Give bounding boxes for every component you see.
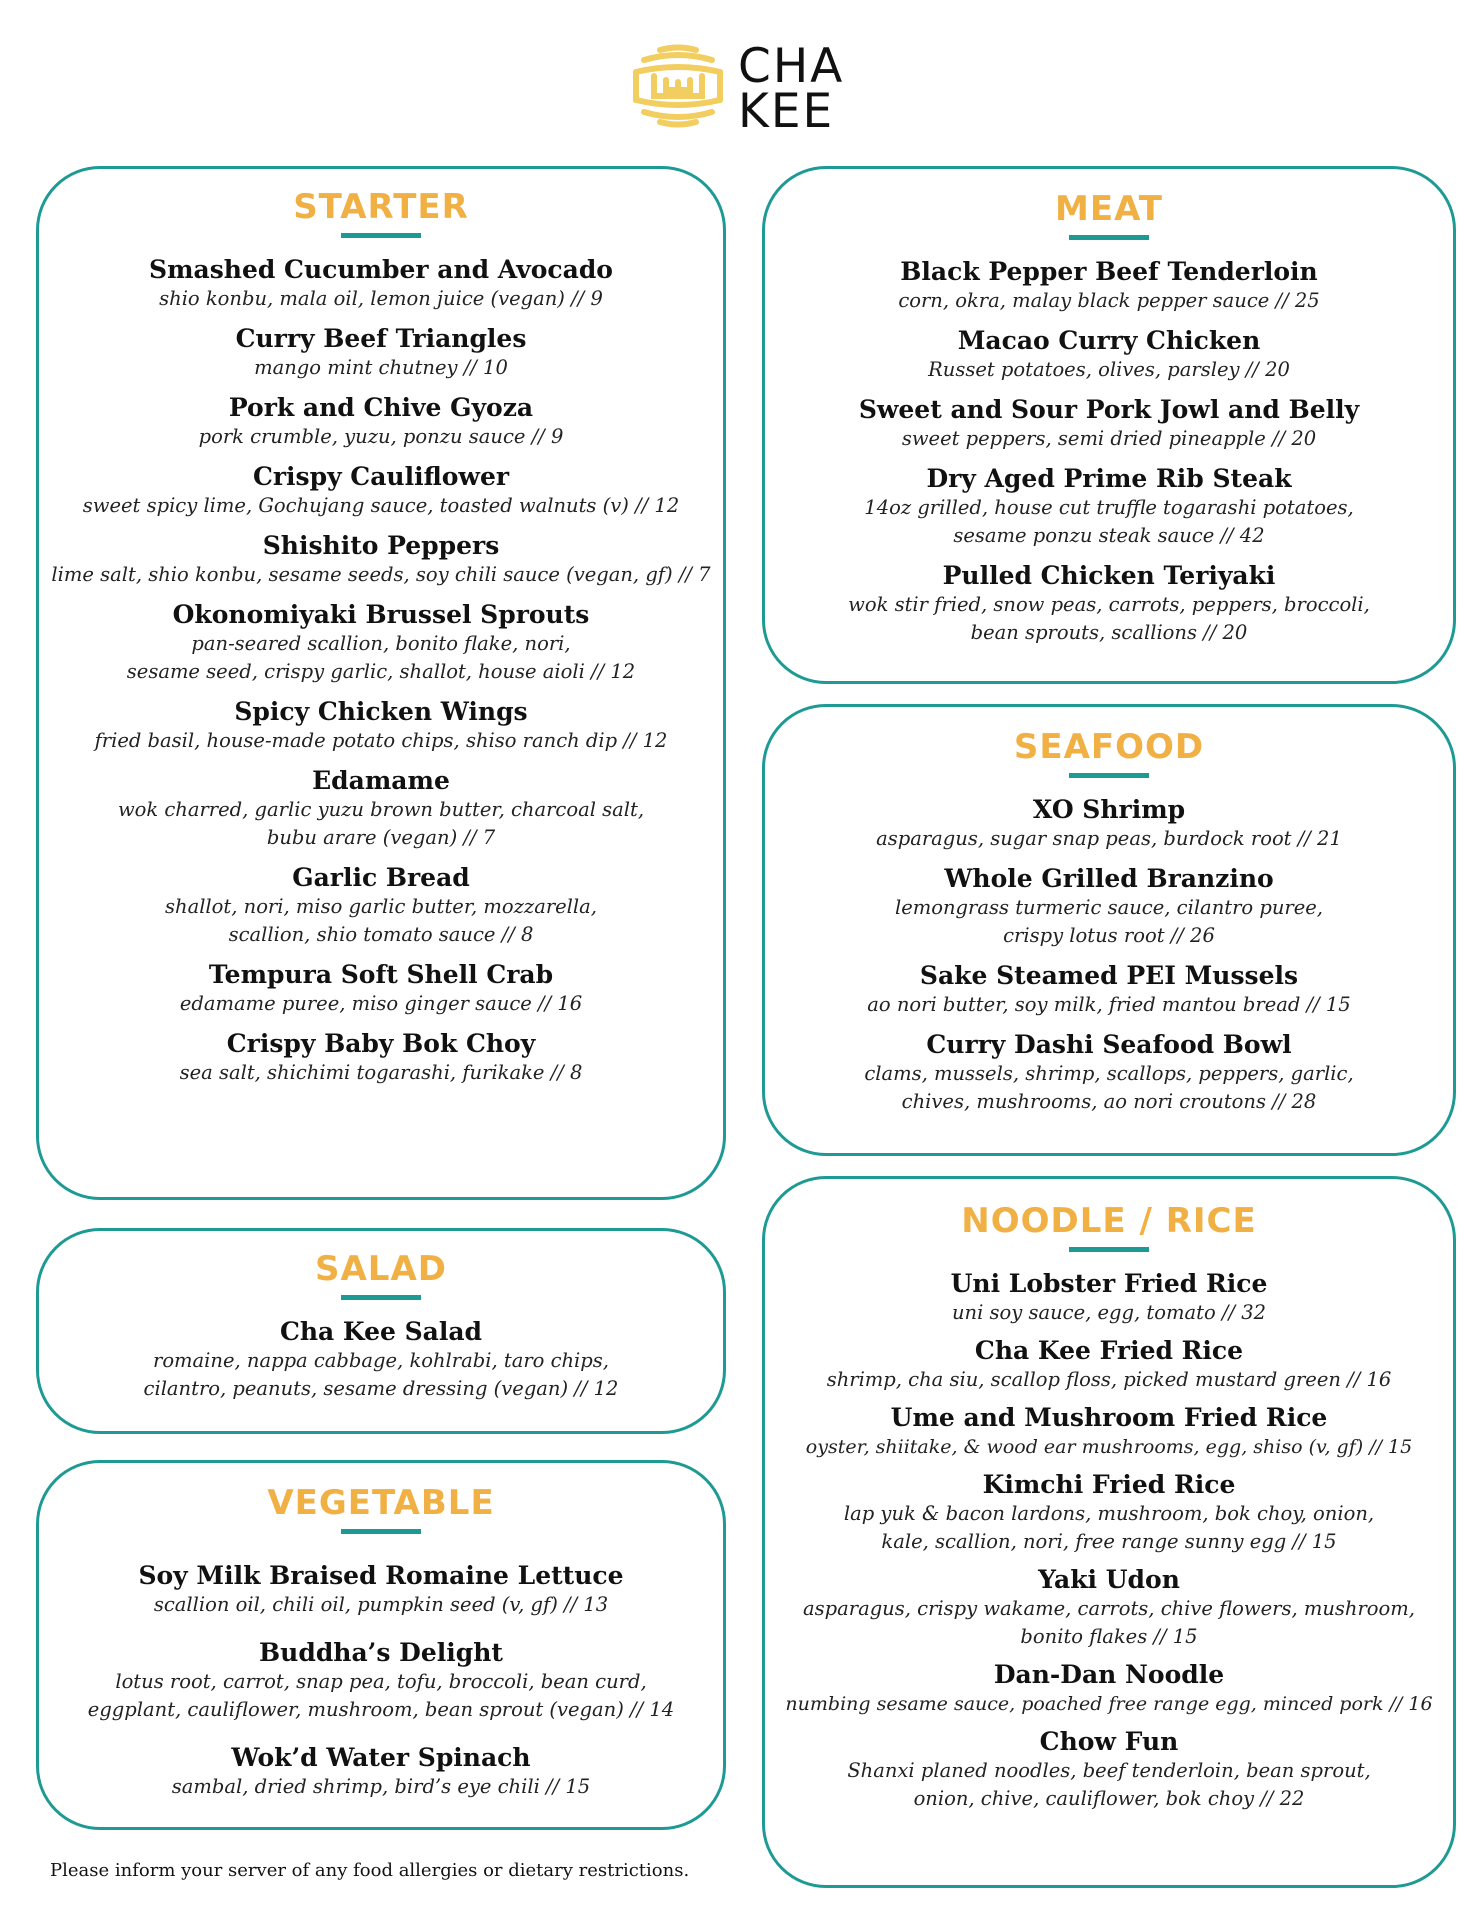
menu-item-name: Buddha’s Delight bbox=[259, 1638, 503, 1667]
menu-item-desc: asparagus, sugar snap peas, burdock root // 21 bbox=[876, 827, 1342, 850]
section-divider bbox=[341, 1529, 421, 1534]
menu-item bbox=[765, 1564, 1453, 1651]
section-divider bbox=[341, 1295, 421, 1300]
menu-item-name: XO Shrimp bbox=[1032, 795, 1186, 824]
menu-item bbox=[765, 560, 1453, 647]
menu-item-name: Crispy Cauliflower bbox=[252, 462, 510, 491]
section-title-salad: SALAD bbox=[314, 1249, 447, 1289]
section-title-starter: STARTER bbox=[293, 187, 469, 227]
menu-item-desc-line2: kale, scallion, nori, free range sunny egg // 15 bbox=[881, 1530, 1337, 1553]
menu-item-desc: fried basil, house-made potato chips, shiso ranch dip // 12 bbox=[94, 729, 668, 752]
menu-item-desc: oyster, shiitake, & wood ear mushrooms, egg, shiso (v, gf) // 15 bbox=[805, 1436, 1413, 1458]
menu-item-name: Sweet and Sour Pork Jowl and Belly bbox=[858, 395, 1360, 424]
brand-logo bbox=[630, 39, 860, 139]
menu-item bbox=[765, 394, 1453, 453]
menu-item-desc: shio konbu, mala oil, lemon juice (vegan) // 9 bbox=[159, 287, 603, 310]
menu-item bbox=[39, 1560, 723, 1619]
menu-item-name: Curry Beef Triangles bbox=[235, 324, 527, 353]
lantern-icon bbox=[630, 44, 726, 128]
menu-item-desc: 14oz grilled, house cut truffle togarashi potatoes, bbox=[864, 496, 1354, 519]
section-title-noodle-rice: NOODLE / RICE bbox=[961, 1201, 1257, 1241]
menu-item-name: Black Pepper Beef Tenderloin bbox=[900, 257, 1318, 286]
menu-item bbox=[765, 1659, 1453, 1718]
menu-item-desc: Shanxi planed noodles, beef tenderloin, bean sprout, bbox=[847, 1759, 1371, 1782]
menu-item-desc-line2: crispy lotus root // 26 bbox=[1003, 924, 1215, 947]
menu-item bbox=[765, 1335, 1453, 1394]
menu-item-name: Ume and Mushroom Fried Rice bbox=[890, 1403, 1328, 1432]
menu-item-desc-line2: bonito flakes // 15 bbox=[1020, 1625, 1198, 1648]
menu-item-desc-line2: chives, mushrooms, ao nori croutons // 28 bbox=[901, 1090, 1317, 1113]
menu-item-name: Sake Steamed PEI Mussels bbox=[919, 961, 1299, 990]
menu-item bbox=[39, 765, 723, 852]
menu-item-desc: lotus root, carrot, snap pea, tofu, broccoli, bean curd, bbox=[115, 1670, 647, 1693]
menu-item-name: Kimchi Fried Rice bbox=[982, 1470, 1236, 1499]
section-title-seafood: SEAFOOD bbox=[1013, 727, 1205, 767]
menu-item bbox=[39, 323, 723, 382]
menu-item bbox=[39, 959, 723, 1018]
menu-item-name: Garlic Bread bbox=[292, 863, 470, 892]
menu-item-name: Wok’d Water Spinach bbox=[231, 1743, 531, 1772]
menu-item bbox=[765, 325, 1453, 384]
menu-item-desc: uni soy sauce, egg, tomato // 32 bbox=[951, 1301, 1267, 1324]
menu-item-desc: Russet potatoes, olives, parsley // 20 bbox=[928, 358, 1290, 381]
menu-item-desc: sweet spicy lime, Gochujang sauce, toasted walnuts (v) // 12 bbox=[82, 494, 680, 517]
menu-item bbox=[39, 461, 723, 520]
menu-item-name: Soy Milk Braised Romaine Lettuce bbox=[138, 1561, 624, 1590]
menu-item bbox=[765, 463, 1453, 550]
menu-item bbox=[39, 254, 723, 313]
section-title-vegetable: VEGETABLE bbox=[267, 1483, 495, 1523]
menu-item-desc: romaine, nappa cabbage, kohlrabi, taro chips, bbox=[153, 1349, 609, 1372]
menu-item-desc-line2: sesame seed, crispy garlic, shallot, house aioli // 12 bbox=[126, 660, 636, 683]
menu-item-name: Crispy Baby Bok Choy bbox=[226, 1029, 536, 1058]
menu-item bbox=[765, 863, 1453, 950]
menu-item-name: Edamame bbox=[312, 766, 450, 795]
menu-item-name: Cha Kee Fried Rice bbox=[974, 1336, 1244, 1365]
menu-item bbox=[765, 1029, 1453, 1116]
menu-item-name: Uni Lobster Fried Rice bbox=[950, 1269, 1268, 1298]
menu-item-desc: pan-seared scallion, bonito flake, nori, bbox=[191, 632, 571, 655]
menu-item bbox=[39, 392, 723, 451]
allergy-notice: Please inform your server of any food allergies or dietary restrictions. bbox=[50, 1860, 690, 1881]
menu-item-name: Dan-Dan Noodle bbox=[993, 1660, 1225, 1689]
menu-item-desc-line2: scallion, shio tomato sauce // 8 bbox=[228, 923, 534, 946]
menu-item-name: Pork and Chive Gyoza bbox=[228, 393, 534, 422]
menu-item bbox=[765, 1726, 1453, 1813]
menu-item-name: Yaki Udon bbox=[1038, 1565, 1180, 1594]
menu-item-name: Chow Fun bbox=[1039, 1727, 1179, 1756]
menu-item-desc: shallot, nori, miso garlic butter, mozzarella, bbox=[165, 895, 597, 918]
menu-item bbox=[39, 599, 723, 686]
brand-name-line1: CHA bbox=[738, 39, 845, 94]
menu-item-desc-line2: sesame ponzu steak sauce // 42 bbox=[953, 524, 1265, 547]
menu-item bbox=[765, 256, 1453, 315]
menu-item bbox=[765, 1268, 1453, 1327]
section-divider bbox=[1069, 1247, 1149, 1252]
menu-item-desc: sambal, dried shrimp, bird’s eye chili // 15 bbox=[171, 1775, 591, 1798]
menu-item-name: Smashed Cucumber and Avocado bbox=[149, 255, 613, 284]
section-title-meat: MEAT bbox=[1055, 189, 1163, 229]
section-starter bbox=[36, 166, 726, 1200]
menu-item bbox=[39, 1637, 723, 1724]
menu-item-name: Tempura Soft Shell Crab bbox=[208, 960, 554, 989]
menu-item-desc: sea salt, shichimi togarashi, furikake // 8 bbox=[179, 1061, 583, 1084]
menu-item-desc: wok charred, garlic yuzu brown butter, charcoal salt, bbox=[117, 798, 645, 821]
menu-item-desc: ao nori butter, soy milk, fried mantou bread // 15 bbox=[867, 993, 1351, 1016]
section-seafood bbox=[762, 704, 1456, 1156]
menu-item-desc: clams, mussels, shrimp, scallops, peppers, garlic, bbox=[864, 1062, 1354, 1085]
menu-item bbox=[765, 960, 1453, 1019]
menu-item-desc: numbing sesame sauce, poached free range egg, minced pork // 16 bbox=[785, 1693, 1433, 1715]
menu-item bbox=[39, 530, 723, 589]
menu-item-desc-line2: cilantro, peanuts, sesame dressing (vegan) // 12 bbox=[143, 1377, 619, 1400]
menu-item bbox=[39, 862, 723, 949]
section-vegetable bbox=[36, 1460, 726, 1830]
menu-item-desc: mango mint chutney // 10 bbox=[254, 356, 508, 379]
menu-item-name: Whole Grilled Branzino bbox=[944, 864, 1274, 893]
menu-item-desc: lap yuk & bacon lardons, mushroom, bok choy, onion, bbox=[843, 1502, 1375, 1525]
section-divider bbox=[1069, 773, 1149, 778]
menu-item-name: Okonomiyaki Brussel Sprouts bbox=[172, 600, 590, 629]
menu-item-name: Pulled Chicken Teriyaki bbox=[942, 561, 1276, 590]
section-divider bbox=[1069, 235, 1149, 240]
brand-name-line2: KEE bbox=[738, 84, 835, 139]
menu-item bbox=[39, 1028, 723, 1087]
menu-item-name: Shishito Peppers bbox=[262, 531, 500, 560]
menu-item-desc: scallion oil, chili oil, pumpkin seed (v, gf) // 13 bbox=[153, 1593, 609, 1616]
menu-item-desc-line2: eggplant, cauliflower, mushroom, bean sprout (vegan) // 14 bbox=[87, 1698, 675, 1721]
menu-item-desc-line2: bubu arare (vegan) // 7 bbox=[266, 826, 496, 849]
menu-item-desc: pork crumble, yuzu, ponzu sauce // 9 bbox=[198, 425, 564, 448]
menu-item-name: Dry Aged Prime Rib Steak bbox=[926, 464, 1292, 493]
menu-item-name: Spicy Chicken Wings bbox=[234, 697, 528, 726]
menu-item-name: Curry Dashi Seafood Bowl bbox=[926, 1030, 1292, 1059]
menu-item-desc: asparagus, crispy wakame, carrots, chive flowers, mushroom, bbox=[803, 1597, 1415, 1620]
menu-item-name: Cha Kee Salad bbox=[279, 1317, 483, 1346]
menu-item bbox=[765, 794, 1453, 853]
menu-item bbox=[39, 1742, 723, 1801]
section-salad bbox=[36, 1228, 726, 1434]
menu-item-desc: wok stir fried, snow peas, carrots, peppers, broccoli, bbox=[848, 593, 1370, 616]
section-divider bbox=[341, 233, 421, 238]
menu-item bbox=[765, 1402, 1453, 1461]
section-noodle-rice bbox=[762, 1176, 1456, 1888]
menu-item-desc-line2: onion, chive, cauliflower, bok choy // 22 bbox=[913, 1787, 1305, 1810]
menu-item-name: Macao Curry Chicken bbox=[957, 326, 1261, 355]
menu-item-desc: lime salt, shio konbu, sesame seeds, soy chili sauce (vegan, gf) // 7 bbox=[51, 563, 711, 586]
menu-item-desc: edamame puree, miso ginger sauce // 16 bbox=[179, 992, 583, 1015]
menu-item-desc: sweet peppers, semi dried pineapple // 20 bbox=[901, 427, 1317, 450]
menu-item-desc-line2: bean sprouts, scallions // 20 bbox=[970, 621, 1248, 644]
menu-item bbox=[39, 696, 723, 755]
menu-item bbox=[39, 1316, 723, 1403]
menu-item-desc: shrimp, cha siu, scallop floss, picked mustard green // 16 bbox=[826, 1368, 1392, 1391]
section-meat bbox=[762, 166, 1456, 684]
menu-item-desc: lemongrass turmeric sauce, cilantro puree, bbox=[894, 896, 1323, 919]
menu-item-desc: corn, okra, malay black pepper sauce // 25 bbox=[898, 289, 1320, 312]
menu-item bbox=[765, 1469, 1453, 1556]
